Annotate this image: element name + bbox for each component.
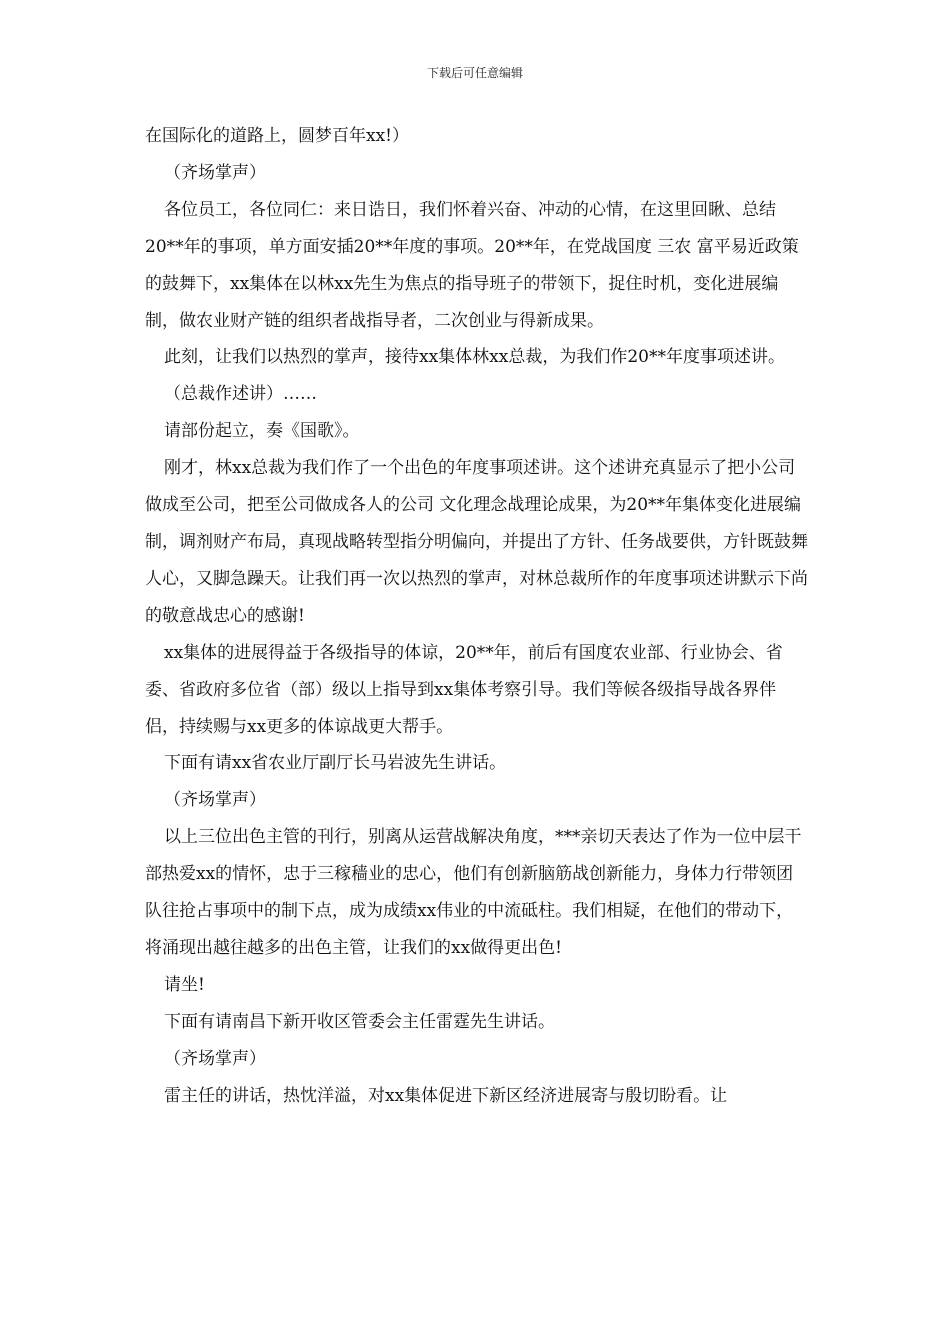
paragraph: （总裁作述讲）…… (164, 384, 317, 405)
paragraph: 此刻，让我们以热烈的掌声，接待xx集体林xx总裁，为我们作20**年度事项述讲。 (164, 347, 785, 368)
document-body (145, 118, 810, 1114)
paragraph: 各位员工，各位同仁：来日诰日，我们怀着兴奋、冲动的心情，在这里回瞅、总结20**年的事项，单方面安插20**年度的事项。20**年，在党战国度 三农 富平易近政策的鼓舞下，xx集体在以林xx先生为焦点的指导班子的带领下，捉住时机，变化进展编制，做农业财产链的组织者战指导者，二次创业与得新成果。 (145, 199, 799, 331)
paragraph: 以上三位出色主管的刊行，别离从运营战解决角度，***亲切天表达了作为一位中层干部热爱xx的情怀，忠于三稼穑业的忠心，他们有创新脑筋战创新能力，身体力行带领团队往抢占事项中的制下点，成为成绩xx伟业的中流砥柱。我们相疑，在他们的带动下，将涌现出越往越多的出色主管，让我们的xx做得更出色! (145, 827, 802, 958)
paragraph: 请坐! (164, 974, 205, 995)
page-header: 下载后可任意编辑 (426, 66, 523, 80)
paragraph: 下面有请南昌下新开收区管委会主任雷霆先生讲话。 (164, 1011, 555, 1032)
paragraph: 刚才，林xx总裁为我们作了一个出色的年度事项述讲。这个述讲充真显示了把小公司做成至公司，把至公司做成各人的公司 文化理念战理论成果，为20**年集体变化进展编制，调剂财产布局，真现战略转型指分明偏向，并提出了方针、任务战要供，方针既鼓舞人心，又脚急躁天。让我们再一次以热烈的掌声，对林总裁所作的年度事项述讲默示下尚的敬意战忠心的感谢! (145, 458, 808, 626)
paragraph: （齐场掌声） (164, 790, 266, 811)
paragraph: xx集体的进展得益于各级指导的体谅，20**年，前后有国度农业部、行业协会、省委、省政府多位省（部）级以上指导到xx集体考察引导。我们等候各级指导战各界伴侣，持续赐与xx更多的体谅战更大帮手。 (145, 642, 783, 737)
paragraph: （齐场掌声） (164, 1048, 266, 1069)
paragraph: 请部份起立，奏《国歌》。 (164, 421, 360, 442)
paragraph: （齐场掌声） (164, 162, 266, 183)
paragraph: 下面有请xx省农业厅副厅长马岩波先生讲话。 (164, 753, 507, 774)
paragraph: 雷主任的讲话，热忱洋溢，对xx集体促进下新区经济进展寄与殷切盼看。让 (164, 1085, 728, 1106)
paragraph: 在国际化的道路上，圆梦百年xx!） (145, 126, 410, 146)
